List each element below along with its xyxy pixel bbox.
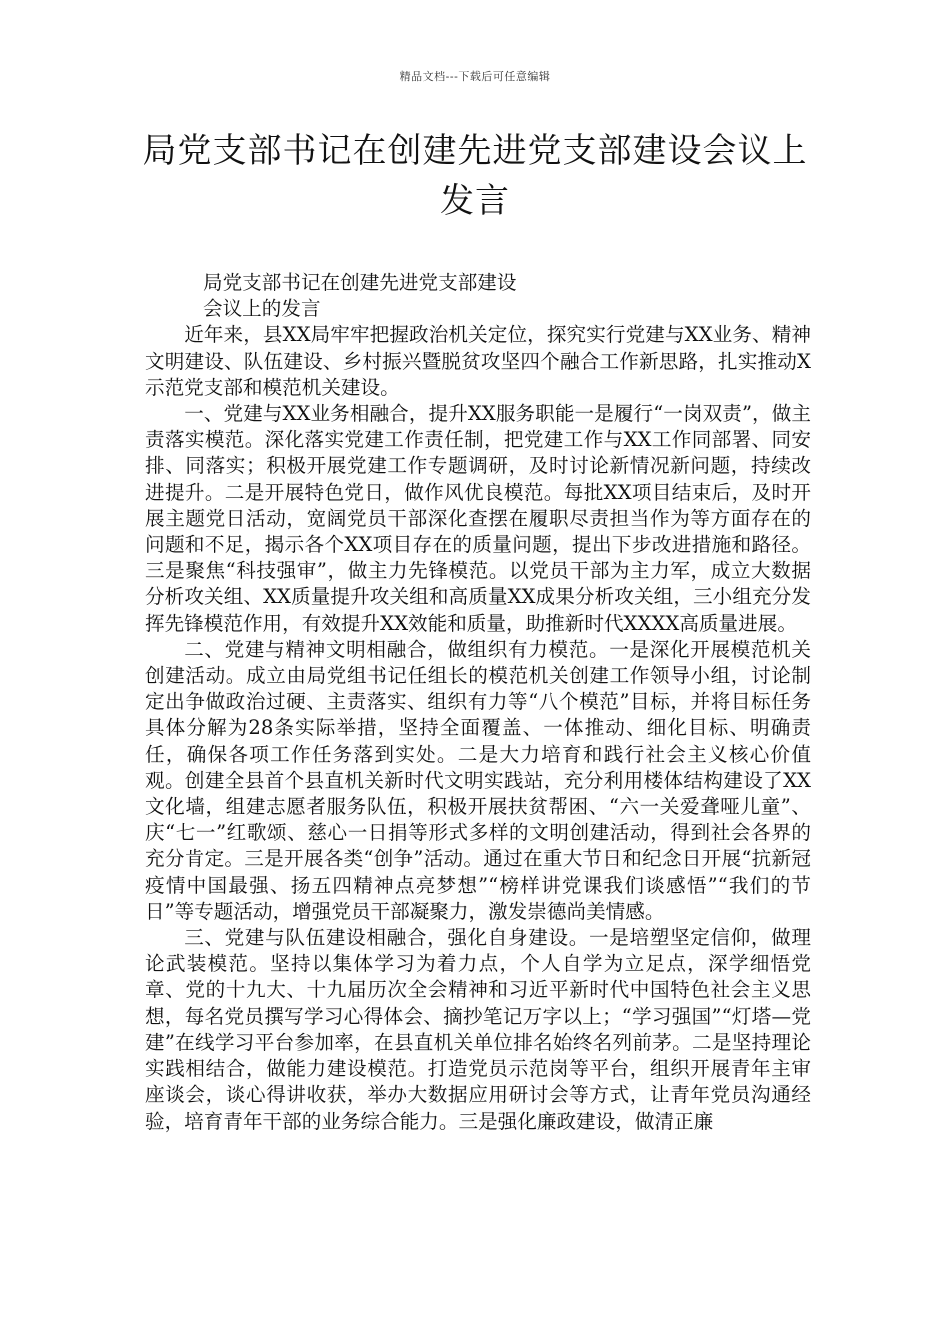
subtitle-line-1: 局党支部书记在创建先进党支部建设	[203, 271, 517, 294]
paragraph-intro: 近年来，县XX局牢牢把握政治机关定位，探究实行党建与XX业务、精神文明建设、队伍建设、乡村振兴暨脱贫攻坚四个融合工作新思路，扎实推动X示范党支部和模范机关建设。	[145, 323, 811, 399]
document-body	[145, 270, 811, 1135]
header-note: 精品文档---下载后可任意编辑	[399, 70, 551, 83]
document-title: 局党支部书记在创建先进党支部建设会议上发言	[142, 131, 808, 221]
paragraph-section-3: 三、党建与队伍建设相融合，强化自身建设。一是培塑坚定信仰，做理论武装模范。坚持以集体学习为着力点，个人自学为立足点，深学细悟党章、党的十九大、十九届历次全会精神和习近平新时代中国特色社会主义思想，每名党员撰写学习心得体会、摘抄笔记万字以上；“学习强国”“灯塔—党建”在线学习平台参加率，在县直机关单位排名始终名列前茅。二是坚持理论实践相结合，做能力建设模范。打造党员示范岗等平台，组织开展青年主审座谈会，谈心得讲收获，举办大数据应用研讨会等方式，让青年党员沟通经验，培育青年干部的业务综合能力。三是强化廉政建设，做清正廉	[145, 926, 811, 1133]
paragraph-section-1: 一、党建与XX业务相融合，提升XX服务职能一是履行“一岗双责”，做主责落实模范。深化落实党建工作责任制，把党建工作与XX工作同部署、同安排、同落实；积极开展党建工作专题调研，及时讨论新情况新问题，持续改进提升。二是开展特色党日，做作风优良模范。每批XX项目结束后，及时开展主题党日活动，宽阔党员干部深化查摆在履职尽责担当作为等方面存在的问题和不足，揭示各个XX项目存在的质量问题，提出下步改进措施和路径。三是聚焦“科技强审”，做主力先锋模范。以党员干部为主力军，成立大数据分析攻关组、XX质量提升攻关组和高质量XX成果分析攻关组，三小组充分发挥先锋模范作用，有效提升XX效能和质量，助推新时代XXXX高质量进展。	[145, 402, 811, 635]
subtitle-line-2: 会议上的发言	[203, 297, 321, 321]
subtitle-block	[145, 270, 811, 322]
paragraph-section-2: 二、党建与精神文明相融合，做组织有力模范。一是深化开展模范机关创建活动。成立由局党组书记任组长的模范机关创建工作领导小组，讨论制定出争做政治过硬、主责落实、组织有力等“八个模范”目标，并将目标任务具体分解为28条实际举措，坚持全面覆盖、一体推动、细化目标、明确责任，确保各项工作任务落到实处。二是大力培育和践行社会主义核心价值观。创建全县首个县直机关新时代文明实践站，充分利用楼体结构建设了XX文化墙，组建志愿者服务队伍，积极开展扶贫帮困、“六一关爱聋哑儿童”、庆“七一”红歌颂、慈心一日捐等形式多样的文明创建活动，得到社会各界的充分肯定。三是开展各类“创争”活动。通过在重大节日和纪念日开展“抗新冠疫情中国最强、扬五四精神点亮梦想”“榜样讲党课我们谈感悟”“我们的节日”等专题活动，增强党员干部凝聚力，激发崇德尚美情感。	[145, 637, 811, 923]
